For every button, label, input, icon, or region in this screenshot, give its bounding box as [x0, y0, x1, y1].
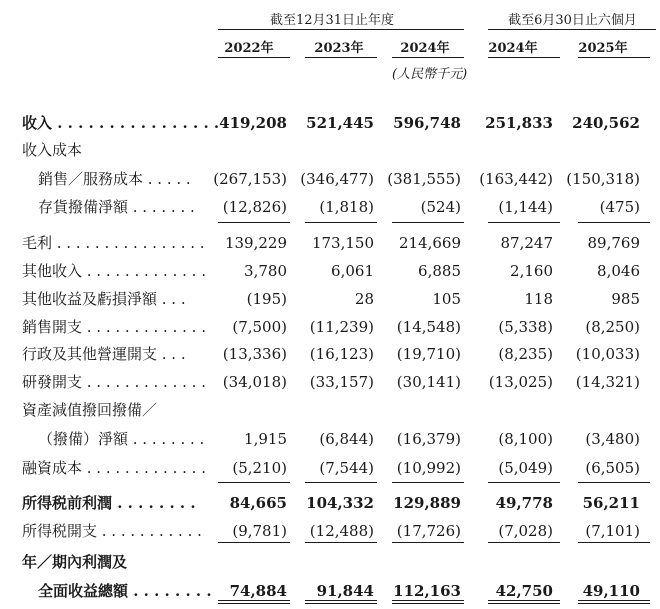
- row-label: 年／期內利潤及: [22, 553, 128, 571]
- row-value: (8,100): [498, 430, 553, 448]
- total-double-rule: [392, 600, 464, 604]
- row-value: (8,250): [585, 318, 640, 336]
- row-value: 1,915: [244, 430, 287, 448]
- total-double-rule: [488, 600, 560, 604]
- row-value: 49,778: [495, 494, 553, 512]
- row-label: 銷售開支 . . . . . . . . . . . . .: [22, 318, 206, 336]
- row-value: 2,160: [510, 262, 553, 280]
- row-value: (381,555): [387, 170, 461, 188]
- row-value: (1,818): [319, 198, 374, 216]
- row-value: 49,110: [582, 582, 640, 600]
- row-label: 所得税前利潤 . . . . . . . .: [22, 494, 196, 512]
- table-row: [0, 314, 660, 340]
- total-double-rule: [305, 600, 377, 604]
- row-value: 87,247: [500, 234, 553, 252]
- row-label: 收入成本: [22, 141, 83, 159]
- unit-label: (人民幣千元): [392, 67, 468, 82]
- row-value: 89,769: [587, 234, 640, 252]
- row-value: 118: [524, 290, 553, 308]
- year-underline: [392, 57, 464, 58]
- year-underline: [305, 57, 377, 58]
- subtotal-rule: [218, 222, 290, 223]
- column-group-full-year: 截至12月31日止年度: [269, 13, 395, 28]
- row-value: (7,500): [232, 318, 287, 336]
- row-value: (163,442): [479, 170, 553, 188]
- row-value: (7,544): [319, 459, 374, 477]
- row-value: (7,028): [498, 522, 553, 540]
- row-value: (150,318): [566, 170, 640, 188]
- year-header: 2023年: [314, 41, 364, 56]
- year-underline: [218, 57, 290, 58]
- row-label: 研發開支 . . . . . . . . . . . . .: [22, 373, 206, 391]
- year-header: 2024年: [400, 41, 450, 56]
- row-label: 收入 . . . . . . . . . . . . . . . .: [22, 114, 220, 132]
- table-row: [0, 110, 660, 136]
- row-value: 6,885: [418, 262, 461, 280]
- subtotal-rule: [305, 542, 377, 543]
- row-value: (5,338): [498, 318, 553, 336]
- row-value: 521,445: [306, 114, 374, 132]
- row-value: 251,833: [485, 114, 553, 132]
- row-value: 214,669: [398, 234, 461, 252]
- year-underline: [488, 57, 560, 58]
- row-value: (16,123): [309, 345, 374, 363]
- row-label: 存貨撥備淨額 . . . . . . .: [38, 198, 195, 216]
- row-value: 84,665: [229, 494, 287, 512]
- row-label: 資產減值撥回撥備／: [22, 401, 158, 419]
- row-value: 28: [354, 290, 374, 308]
- row-value: (16,379): [396, 430, 461, 448]
- table-row: [0, 286, 660, 312]
- year-header: 2022年: [224, 41, 274, 56]
- year-header: 2025年: [578, 41, 628, 56]
- table-row: [0, 426, 660, 452]
- row-value: 74,884: [229, 582, 287, 600]
- row-label: 融資成本 . . . . . . . . . . . . .: [22, 459, 206, 477]
- row-value: (14,321): [575, 373, 640, 391]
- row-label: 毛利 . . . . . . . . . . . . . . . .: [22, 234, 205, 252]
- table-row: [0, 137, 660, 163]
- row-value: (12,826): [222, 198, 287, 216]
- row-value: (10,033): [575, 345, 640, 363]
- row-value: (33,157): [309, 373, 374, 391]
- subtotal-rule: [578, 222, 650, 223]
- row-value: 173,150: [311, 234, 374, 252]
- row-value: (8,235): [498, 345, 553, 363]
- row-value: 985: [611, 290, 640, 308]
- row-value: (34,018): [222, 373, 287, 391]
- year-underline: [578, 57, 650, 58]
- row-value: (10,992): [396, 459, 461, 477]
- row-value: (346,477): [300, 170, 374, 188]
- column-group-underline: [218, 29, 464, 30]
- row-label: 其他收入 . . . . . . . . . . . . .: [22, 262, 206, 280]
- row-value: 240,562: [572, 114, 640, 132]
- row-value: 91,844: [316, 582, 374, 600]
- row-label: 銷售／服務成本 . . . . .: [38, 170, 191, 188]
- row-label: 其他收益及虧損淨額 . . .: [22, 290, 186, 308]
- row-label: 行政及其他營運開支 . . .: [22, 345, 186, 363]
- row-value: 3,780: [244, 262, 287, 280]
- table-row: [0, 490, 660, 516]
- table-row: [0, 258, 660, 284]
- table-row: [0, 194, 660, 220]
- row-value: (14,548): [396, 318, 461, 336]
- column-group-six-months: 截至6月30日止六個月: [508, 13, 637, 28]
- row-value: (475): [599, 198, 640, 216]
- subtotal-rule: [305, 222, 377, 223]
- row-value: 129,889: [393, 494, 461, 512]
- subtotal-rule: [488, 222, 560, 223]
- row-value: (13,025): [488, 373, 553, 391]
- total-double-rule: [218, 600, 290, 604]
- row-value: 139,229: [224, 234, 287, 252]
- row-value: (30,141): [396, 373, 461, 391]
- table-row: [0, 518, 660, 544]
- subtotal-rule: [305, 482, 377, 483]
- subtotal-rule: [392, 222, 464, 223]
- row-value: 42,750: [495, 582, 553, 600]
- row-value: (1,144): [498, 198, 553, 216]
- subtotal-rule: [488, 542, 560, 543]
- row-value: (9,781): [232, 522, 287, 540]
- row-label: （撥備）淨額 . . . . . . . .: [38, 430, 205, 448]
- table-row: [0, 341, 660, 367]
- row-value: 112,163: [393, 582, 461, 600]
- row-value: 105: [432, 290, 461, 308]
- row-value: (3,480): [585, 430, 640, 448]
- row-value: (5,049): [498, 459, 553, 477]
- row-value: (524): [420, 198, 461, 216]
- row-value: (5,210): [232, 459, 287, 477]
- row-value: (19,710): [396, 345, 461, 363]
- total-double-rule: [578, 600, 650, 604]
- table-row: [0, 549, 660, 575]
- row-value: 596,748: [393, 114, 461, 132]
- table-row: [0, 455, 660, 481]
- row-label: 全面收益總額 . . . . . . . .: [38, 582, 212, 600]
- table-row: [0, 166, 660, 192]
- subtotal-rule: [578, 542, 650, 543]
- row-value: (267,153): [213, 170, 287, 188]
- row-value: 6,061: [331, 262, 374, 280]
- row-value: (195): [246, 290, 287, 308]
- subtotal-rule: [392, 542, 464, 543]
- row-value: 104,332: [306, 494, 374, 512]
- row-value: (13,336): [222, 345, 287, 363]
- subtotal-rule: [488, 482, 560, 483]
- subtotal-rule: [218, 542, 290, 543]
- column-group-underline: [488, 29, 656, 30]
- row-value: (12,488): [309, 522, 374, 540]
- row-value: 56,211: [582, 494, 640, 512]
- row-value: (17,726): [396, 522, 461, 540]
- subtotal-rule: [578, 482, 650, 483]
- subtotal-rule: [218, 482, 290, 483]
- subtotal-rule: [392, 482, 464, 483]
- table-row: [0, 397, 660, 423]
- table-row: [0, 369, 660, 395]
- table-row: [0, 230, 660, 256]
- row-value: (6,844): [319, 430, 374, 448]
- row-label: 所得税開支 . . . . . . . . . . .: [22, 522, 202, 540]
- row-value: 8,046: [597, 262, 640, 280]
- row-value: (11,239): [309, 318, 374, 336]
- year-header: 2024年: [488, 41, 538, 56]
- row-value: (6,505): [585, 459, 640, 477]
- row-value: 419,208: [219, 114, 287, 132]
- row-value: (7,101): [585, 522, 640, 540]
